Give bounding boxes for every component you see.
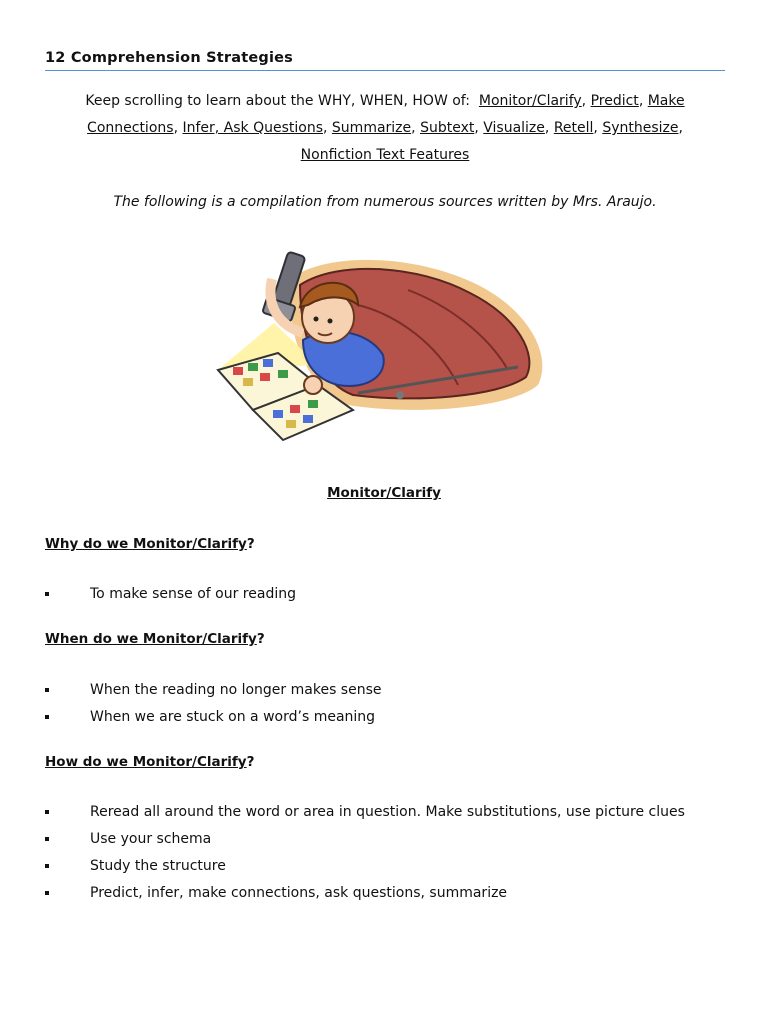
how-heading: How do we Monitor/Clarify? [45, 754, 255, 770]
list-item: Reread all around the word or area in question. Make substitutions, use picture clues [45, 799, 685, 826]
link-subtext[interactable]: Subtext [420, 120, 475, 136]
link-synthesize[interactable]: Synthesize [602, 120, 679, 136]
link-monitor-clarify[interactable]: Monitor/Clarify [478, 93, 582, 109]
link-retell[interactable]: Retell [553, 120, 594, 136]
child-reading-with-flashlight-in-sleeping-bag-icon [208, 245, 553, 450]
list-item: Predict, infer, make connections, ask questions, summarize [45, 880, 685, 907]
list-item: Study the structure [45, 853, 685, 880]
credit-line: The following is a compilation from numerous sources written by Mrs. Araujo. [113, 194, 657, 210]
document-title: 12 Comprehension Strategies [45, 50, 294, 66]
link-summarize[interactable]: Summarize [331, 120, 412, 136]
list-item: When we are stuck on a word’s meaning [45, 704, 382, 731]
how-list [45, 799, 685, 907]
link-make-connections[interactable]: Make Connections [87, 93, 685, 136]
intro-paragraph: Keep scrolling to learn about the WHY, WHEN, HOW of: Monitor/Clarify, Predict, Make Connections, Infer, Ask Questions, Summarize, Subtext, Visualize, Retell, Synthesize, Nonfiction Text Features [85, 93, 685, 163]
why-heading: Why do we Monitor/Clarify? [45, 536, 255, 552]
when-list [45, 677, 382, 731]
list-item: When the reading no longer makes sense [45, 677, 382, 704]
title-divider [45, 70, 725, 71]
why-list [45, 581, 296, 608]
link-predict[interactable]: Predict [590, 93, 639, 109]
section-title: Monitor/Clarify [327, 485, 441, 501]
list-item: To make sense of our reading [45, 581, 296, 608]
intro-prefix: Keep scrolling to learn about the WHY, WHEN, HOW of: [85, 93, 470, 109]
link-nonfiction-text-features[interactable]: Nonfiction Text Features [300, 147, 470, 163]
when-heading: When do we Monitor/Clarify? [45, 631, 265, 647]
link-infer-ask-questions[interactable]: Infer, Ask Questions [182, 120, 324, 136]
link-visualize[interactable]: Visualize [483, 120, 545, 136]
list-item: Use your schema [45, 826, 685, 853]
